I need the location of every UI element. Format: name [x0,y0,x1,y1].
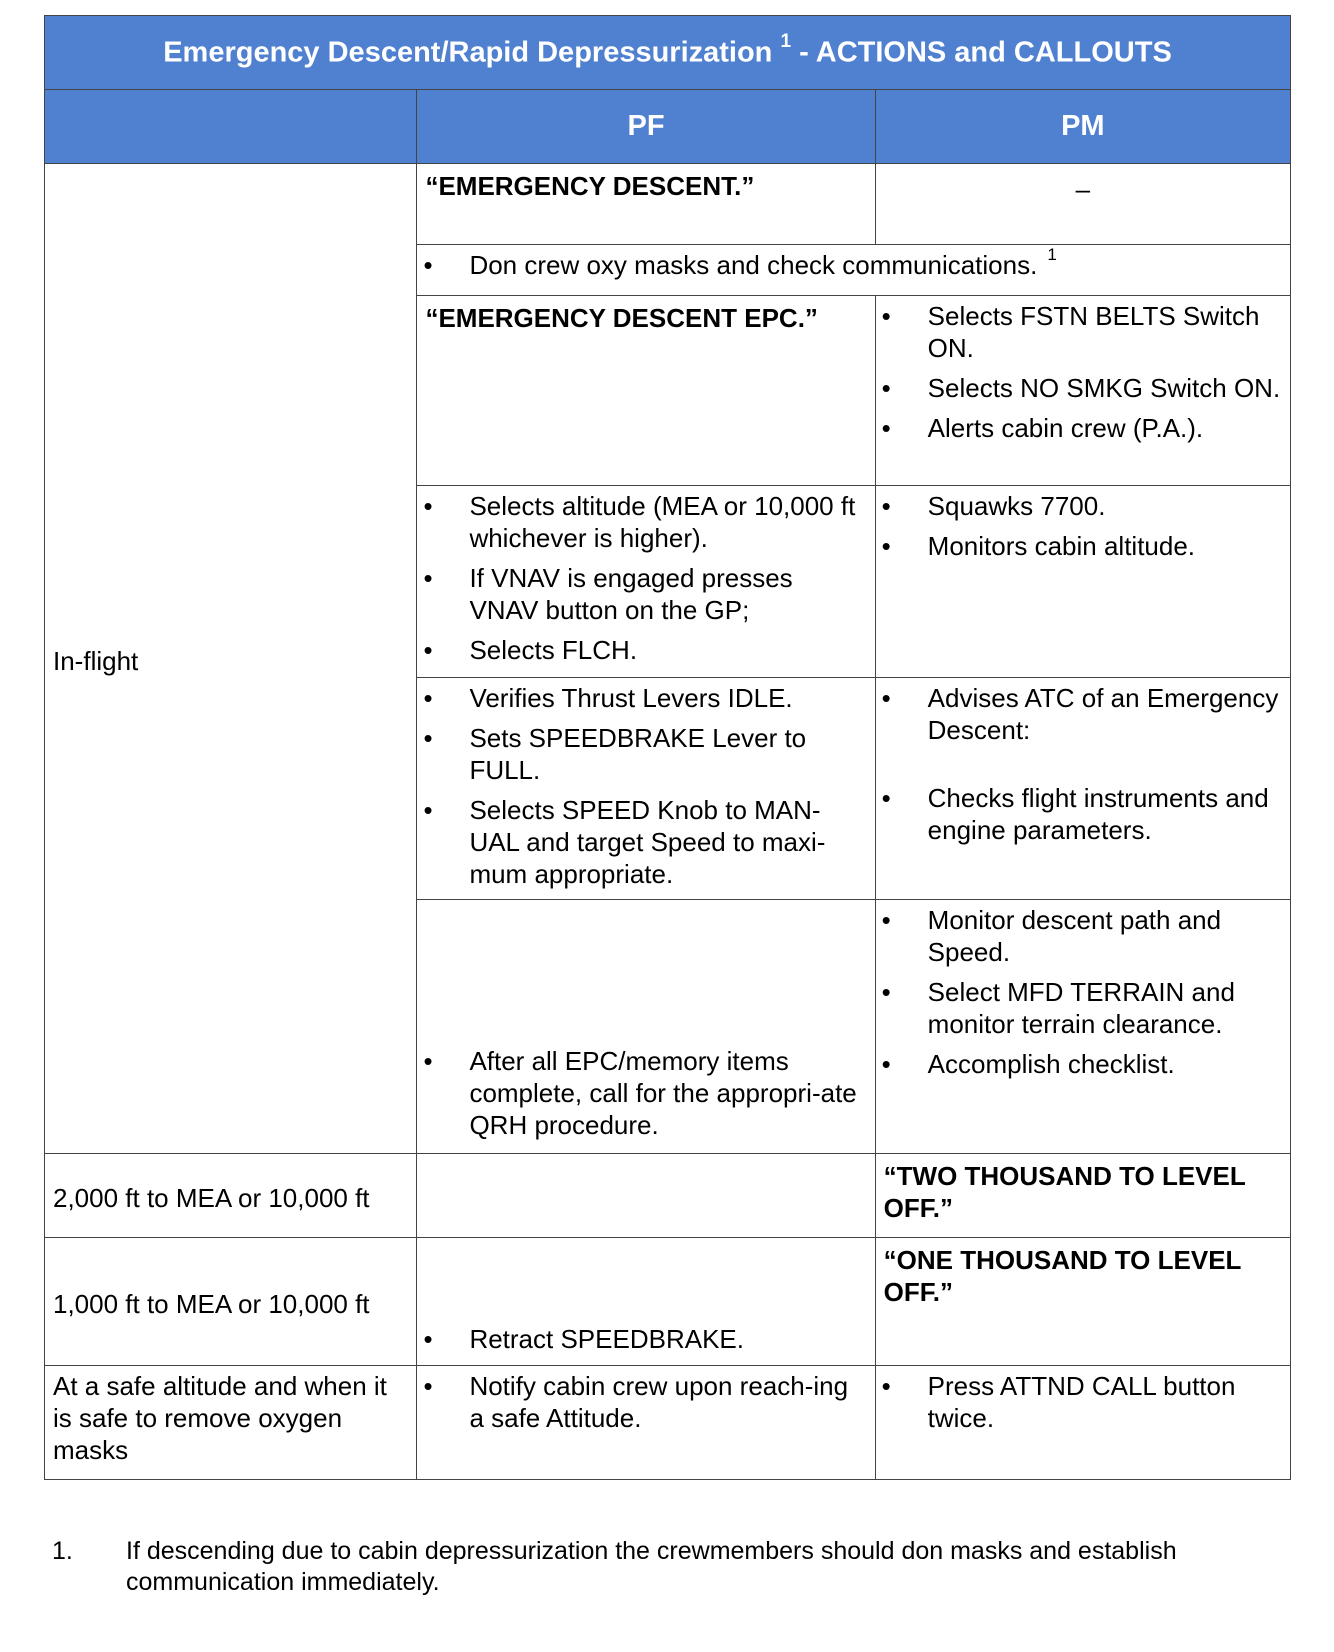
list-item: • Verifies Thrust Levers IDLE. [423,683,793,713]
footnote-text: If descending due to cabin depressurization the crewmembers should don masks and establish communication immediately. [126,1537,1177,1596]
list-item: • After all EPC/memory items complete, call for the appropri-ate QRH procedure. [423,1046,857,1140]
list-item: • Don crew oxy masks and check communications. $^1$ [423,245,1057,280]
footnote-ref: 1 [1047,245,1057,264]
pf-actions-r4 [417,486,875,678]
list-item: • Select MFD TERRAIN and monitor terrain clearance. [881,977,1235,1039]
bullet-text: Selects NO SMKG Switch ON. [927,373,1281,403]
pm-actions-r4 [875,486,1290,678]
pf-actions-r6 [417,900,875,1154]
bullet-text: Selects altitude (MEA or 10,000 ft whichever is higher). [469,491,856,553]
footnote-number: 1. [52,1537,73,1565]
table-row [45,1366,1291,1480]
title-footnote-ref: 1 [780,31,792,53]
header-row [45,90,1291,164]
title-text: Emergency Descent/Rapid Depressurization [163,36,773,69]
list-item: • Selects FLCH. [423,635,638,665]
condition-one-thousand: 1,000 ft to MEA or 10,000 ft [45,1238,417,1366]
bullet-text: Monitor descent path and Speed. [927,905,1222,967]
bullet-text: After all EPC/memory items complete, call for the appropri-ate QRH procedure. [469,1046,857,1140]
table-row [45,1238,1291,1366]
list-item: • Notify cabin crew upon reach-ing a safe Attitude. [423,1371,849,1433]
bullet-text: Selects SPEED Knob to MAN-UAL and target Speed to maxi-mum appropriate. [469,795,826,889]
pm-callout-two-thousand: “TWO THOUSAND TO LEVEL OFF.” [875,1154,1290,1238]
bullet-text: Sets SPEEDBRAKE Lever to FULL. [469,723,807,785]
bullet-text: Select MFD TERRAIN and monitor terrain clearance. [927,977,1235,1039]
bullet-text: Selects FSTN BELTS Switch ON. [927,301,1260,363]
bullet-text: Press ATTND CALL button twice. [927,1371,1236,1433]
bullet-text: Retract SPEEDBRAKE. [469,1324,744,1354]
bullet-text: Squawks 7700. [927,491,1106,521]
table-row [45,164,1291,245]
list-item: • Checks flight instruments and engine parameters. [881,783,1269,845]
list-item: • Selects NO SMKG Switch ON. [881,373,1281,403]
bullet-text: Alerts cabin crew (P.A.). [927,413,1204,443]
list-item: • Alerts cabin crew (P.A.). [881,413,1204,443]
table-title [45,16,1291,90]
list-item: • Monitor descent path and Speed. [881,905,1222,967]
bullet-text: Accomplish checklist. [927,1049,1175,1079]
procedure-sheet [44,15,1291,1480]
condition-safe-altitude: At a safe altitude and when it is safe to remove oxygen masks [45,1366,417,1480]
header-pm: PM [875,90,1290,164]
title-row [45,16,1291,90]
pm-actions-r9 [875,1366,1290,1480]
table-row [45,1154,1291,1238]
list-item: • Monitors cabin altitude. [881,531,1196,561]
list-item: • Advises ATC of an Emergency Descent: [881,683,1279,745]
pf-callout-epc: “EMERGENCY DESCENT EPC.” [417,296,875,486]
title-suffix: - ACTIONS and CALLOUTS [799,36,1172,69]
list-item: • Selects FSTN BELTS Switch ON. [881,301,1260,363]
list-item: • Accomplish checklist. [881,1049,1175,1079]
condition-inflight: In-flight [45,164,417,1154]
bullet-text: Notify cabin crew upon reach-ing a safe Attitude. [469,1371,849,1433]
condition-two-thousand: 2,000 ft to MEA or 10,000 ft [45,1154,417,1238]
bullet-text: Selects FLCH. [469,635,638,665]
list-item: • Retract SPEEDBRAKE. [423,1324,744,1354]
procedure-table [44,15,1291,1480]
bullet-text: If VNAV is engaged presses VNAV button on the GP; [469,563,793,625]
list-item: • Press ATTND CALL button twice. [881,1371,1236,1433]
pf-actions-r5 [417,678,875,900]
list-item: • If VNAV is engaged presses VNAV button on the GP; [423,563,793,625]
list-item: • Selects altitude (MEA or 10,000 ft whichever is higher). [423,491,856,553]
pm-callout-one-thousand: “ONE THOUSAND TO LEVEL OFF.” [875,1238,1290,1366]
pm-actions-r6 [875,900,1290,1154]
pf-empty-r7 [417,1154,875,1238]
pf-actions-r8 [417,1238,875,1366]
pm-dash: – [875,164,1290,245]
bullet-text: Monitors cabin altitude. [927,531,1196,561]
pm-actions-r3 [875,296,1290,486]
list-item: • Sets SPEEDBRAKE Lever to FULL. [423,723,807,785]
bullet-text: Advises ATC of an Emergency Descent: [927,683,1279,745]
list-item: • Squawks 7700. [881,491,1106,521]
pm-actions-r5 [875,678,1290,900]
bullet-text: Checks flight instruments and engine parameters. [927,783,1269,845]
pf-actions-r9 [417,1366,875,1480]
pf-callout-emergency-descent: “EMERGENCY DESCENT.” [417,164,875,245]
header-condition [45,90,417,164]
header-pf: PF [417,90,875,164]
shared-action-cell [417,245,1291,296]
bullet-text: Verifies Thrust Levers IDLE. [469,683,793,713]
list-item: • Selects SPEED Knob to MAN-UAL and target Speed to maxi-mum appropriate. [423,795,826,889]
shared-bullet-text: Don crew oxy masks and check communications. [469,250,1038,280]
